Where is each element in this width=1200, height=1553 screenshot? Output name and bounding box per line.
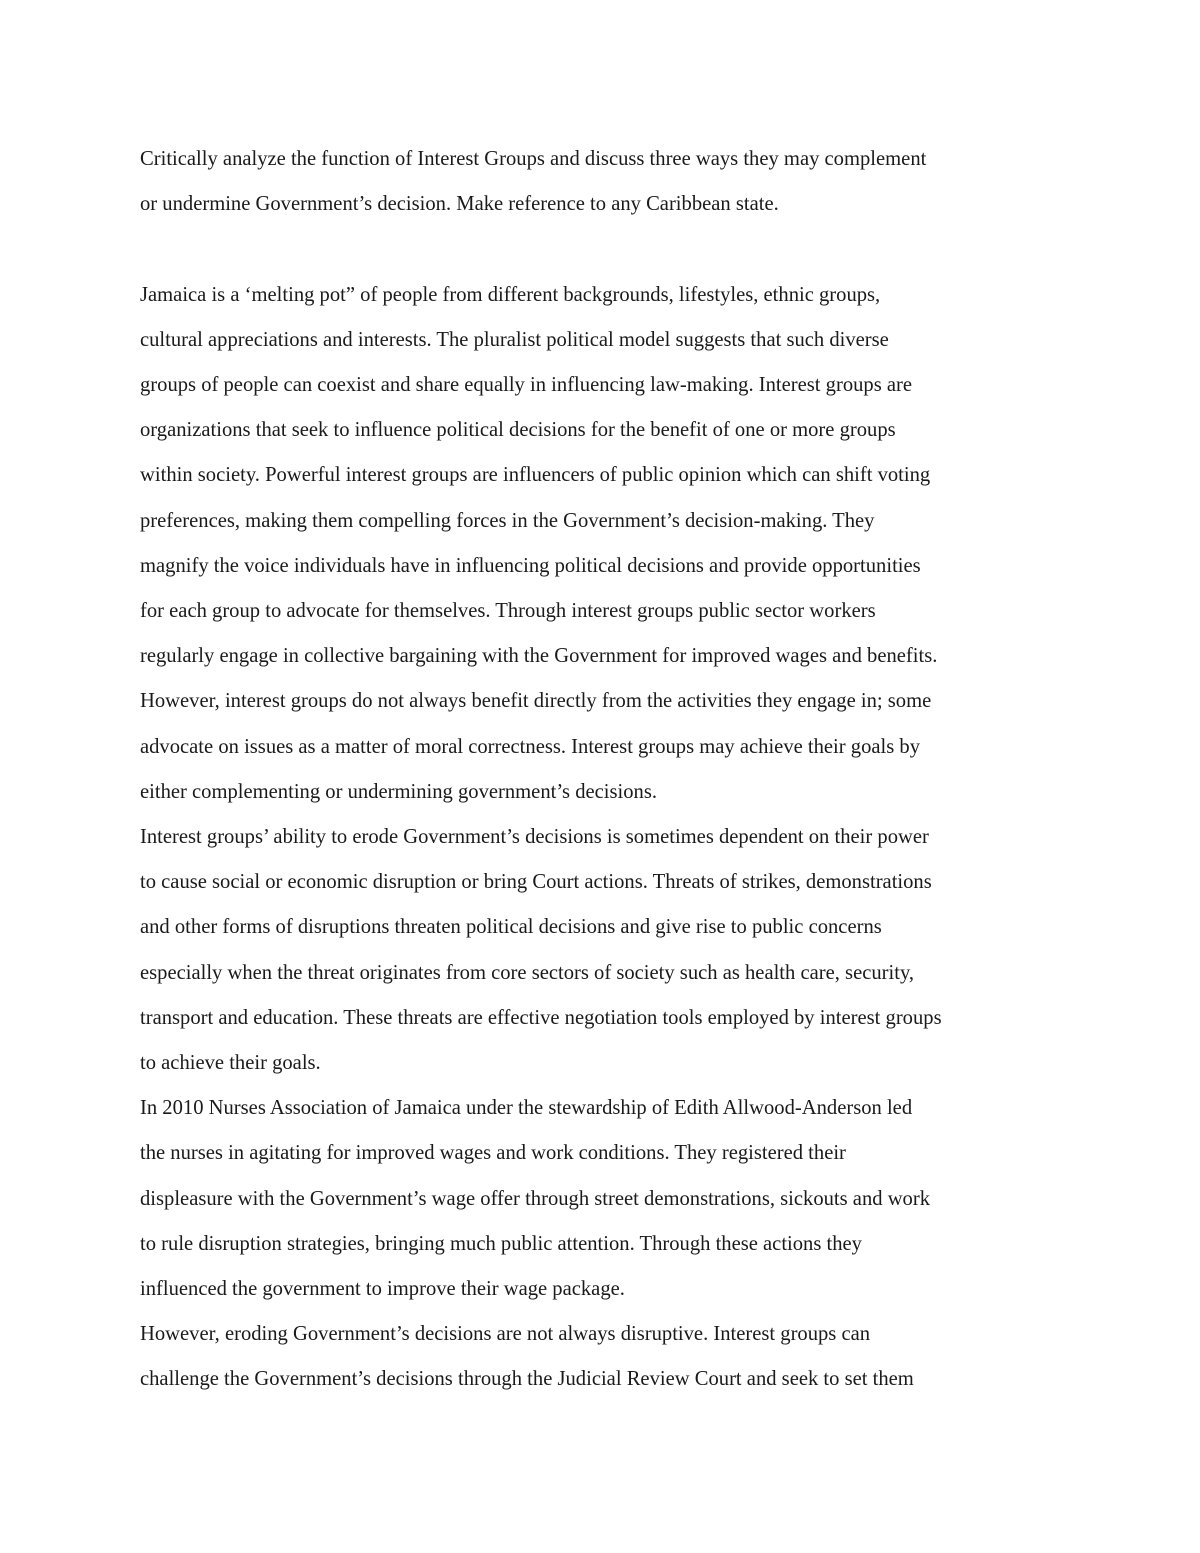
text-line: preferences, making them compelling forces in the Government’s decision-making. They — [140, 509, 875, 532]
text-line: especially when the threat originates from core sectors of society such as health care, security, — [140, 961, 915, 984]
text-line: and other forms of disruptions threaten political decisions and give rise to public concerns — [140, 916, 882, 939]
text-line: displeasure with the Government’s wage offer through street demonstrations, sickouts and work — [140, 1187, 931, 1210]
text-line: However, interest groups do not always benefit directly from the activities they engage in; some — [140, 690, 932, 713]
text-line: Critically analyze the function of Interest Groups and discuss three ways they may complement — [140, 148, 927, 170]
text-line: groups of people can coexist and share equally in influencing law-making. Interest groups are — [140, 374, 913, 396]
text-line: challenge the Government’s decisions through the Judicial Review Court and seek to set them — [140, 1368, 914, 1391]
paragraph-judicial-review — [140, 1312, 1065, 1402]
text-line: magnify the voice individuals have in influencing political decisions and provide opportunities — [140, 554, 921, 577]
text-line: cultural appreciations and interests. The pluralist political model suggests that such diverse — [140, 328, 889, 351]
essay-question — [140, 137, 1065, 227]
text-line: the nurses in agitating for improved wages and work conditions. They registered their — [140, 1142, 846, 1165]
text-line: to rule disruption strategies, bringing much public attention. Through these actions they — [140, 1232, 862, 1255]
text-line: organizations that seek to influence political decisions for the benefit of one or more groups — [140, 419, 896, 442]
paragraph-introduction — [140, 273, 1065, 815]
text-line: Interest groups’ ability to erode Government’s decisions is sometimes dependent on their power — [140, 826, 929, 849]
text-line: or undermine Government’s decision. Make reference to any Caribbean state. — [140, 193, 779, 216]
text-line: either complementing or undermining government’s decisions. — [140, 780, 658, 803]
text-line: for each group to advocate for themselves. Through interest groups public sector workers — [140, 600, 876, 623]
text-line: Jamaica is a ‘melting pot” of people from different backgrounds, lifestyles, ethnic groups, — [140, 283, 881, 306]
text-line: However, eroding Government’s decisions are not always disruptive. Interest groups can — [140, 1323, 871, 1346]
text-line: within society. Powerful interest groups are influencers of public opinion which can shift voting — [140, 464, 931, 487]
document-body — [140, 137, 1065, 1403]
paragraph-disruption — [140, 815, 1065, 1086]
text-line: to achieve their goals. — [140, 1052, 321, 1075]
text-line: influenced the government to improve their wage package. — [140, 1278, 625, 1301]
text-line: advocate on issues as a matter of moral correctness. Interest groups may achieve their goals by — [140, 735, 920, 758]
text-line: to cause social or economic disruption or bring Court actions. Threats of strikes, demonstrations — [140, 871, 932, 894]
text-line: In 2010 Nurses Association of Jamaica under the stewardship of Edith Allwood-Anderson led — [140, 1097, 913, 1120]
text-line: transport and education. These threats are effective negotiation tools employed by interest groups — [140, 1006, 942, 1029]
paragraph-nurses-example — [140, 1086, 1065, 1312]
text-line: regularly engage in collective bargaining with the Government for improved wages and benefits. — [140, 645, 938, 668]
paragraph-gap — [140, 227, 1065, 272]
